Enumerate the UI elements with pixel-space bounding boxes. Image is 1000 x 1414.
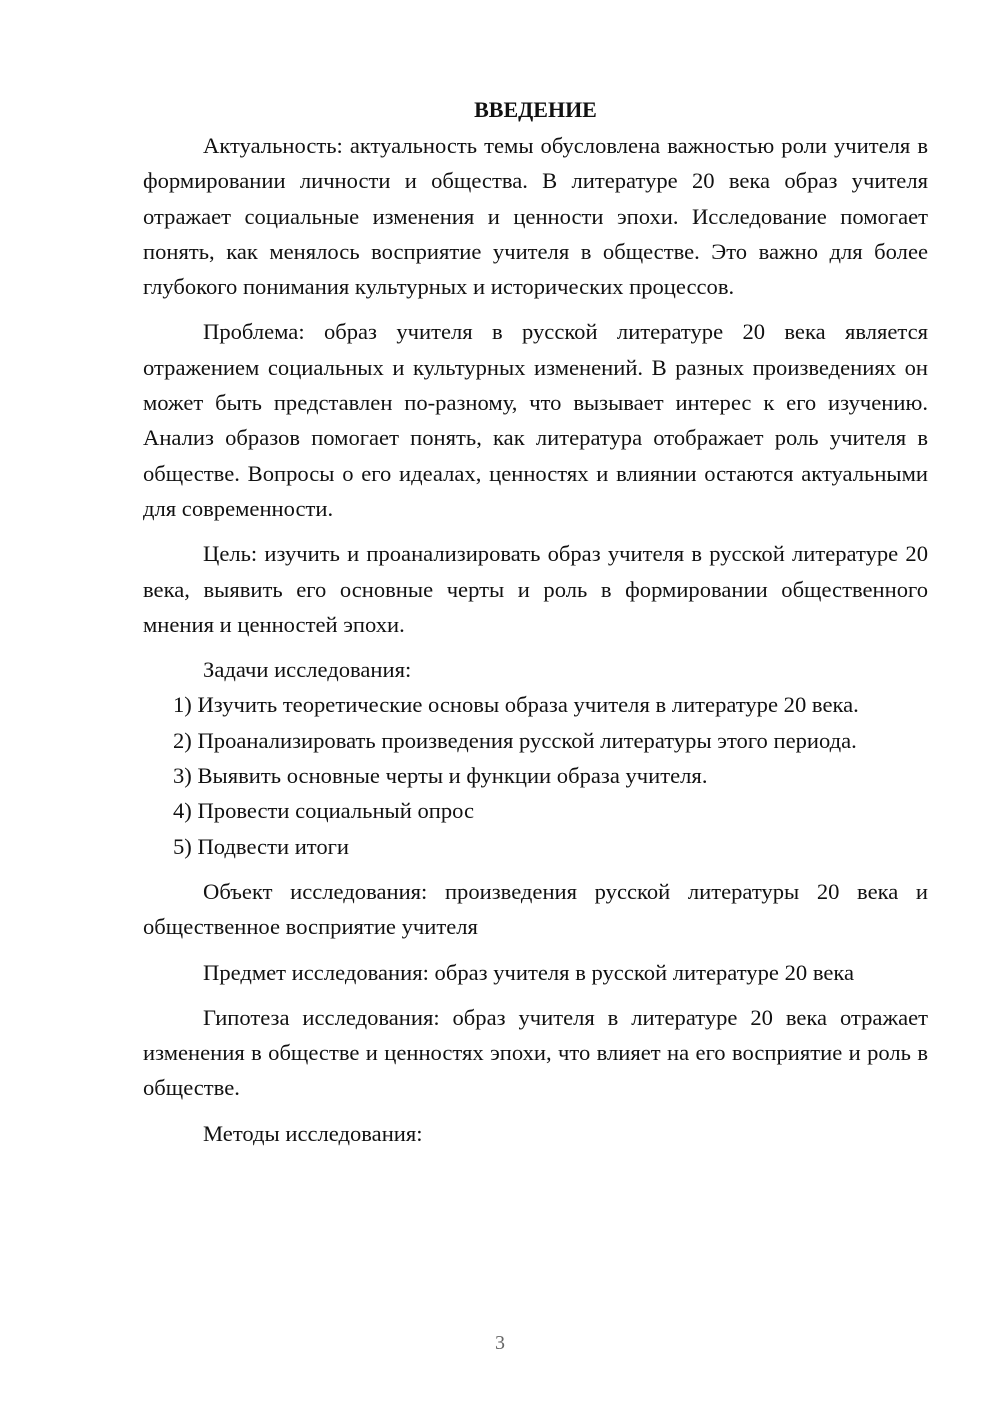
section-title: ВВЕДЕНИЕ (474, 97, 597, 122)
task-item-3: 3) Выявить основные черты и функции образа учителя. (173, 763, 708, 789)
subject-paragraph: Предмет исследования: образ учителя в русской литературе 20 века (203, 959, 855, 985)
document-page (143, 92, 928, 1151)
task-item-2: 2) Проанализировать произведения русской литературы этого периода. (173, 727, 857, 753)
task-item-1: 1) Изучить теоретические основы образа учителя в литературе 20 века. (173, 692, 859, 718)
methods-heading: Методы исследования: (203, 1120, 423, 1146)
goal-paragraph: Цель: изучить и проанализировать образ учителя в русской литературе 20 века, выявить его основные черты и роль в формировании общественного мнения и ценностей эпохи. (143, 541, 928, 637)
relevance-paragraph: Актуальность: актуальность темы обусловлена важностью роли учителя в формировании личности и общества. В литературе 20 века образ учителя отражает социальные изменения и ценности эпохи. Исследование помогает понять, как менялось восприятие учителя в обществе. Это важно для более глубокого понимания культурных и исторических процессов. (143, 133, 928, 300)
problem-paragraph: Проблема: образ учителя в русской литературе 20 века является отражением социальных и культурных изменений. В разных произведениях он может быть представлен по-разному, что вызывает интерес к его изучению. Анализ образов помогает понять, как литература отображает роль учителя в обществе. Вопросы о его идеалах, ценностях и влиянии остаются актуальными для современности. (143, 319, 928, 521)
task-item-4: 4) Провести социальный опрос (173, 798, 475, 824)
tasks-heading: Задачи исследования: (203, 657, 412, 683)
object-paragraph: Объект исследования: произведения русской литературы 20 века и общественное восприятие учителя (143, 878, 928, 940)
task-item-5: 5) Подвести итоги (173, 833, 350, 859)
hypothesis-paragraph: Гипотеза исследования: образ учителя в литературе 20 века отражает изменения в обществе и ценностях эпохи, что влияет на его восприятие и роль в обществе. (143, 1004, 928, 1101)
page-number: 3 (495, 1332, 505, 1354)
